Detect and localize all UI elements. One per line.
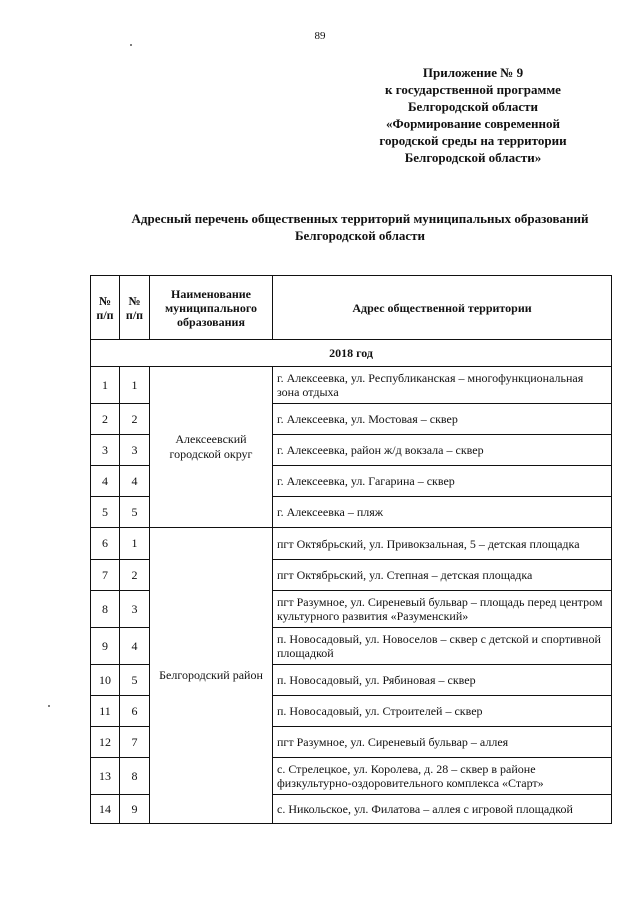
address-cell: пгт Разумное, ул. Сиреневый бульвар – аллея — [273, 727, 612, 758]
row-number: 11 — [91, 696, 120, 727]
row-local-number: 6 — [120, 696, 150, 727]
appendix-block — [358, 64, 588, 166]
address-cell: п. Новосадовый, ул. Рябиновая – сквер — [273, 665, 612, 696]
address-cell: пгт Октябрьский, ул. Степная – детская площадка — [273, 560, 612, 591]
title-line: Адресный перечень общественных территорий муниципальных образований — [131, 211, 589, 226]
municipality-cell: Белгородский район — [150, 528, 273, 824]
address-cell: г. Алексеевка, район ж/д вокзала – сквер — [273, 435, 612, 466]
row-local-number: 4 — [120, 466, 150, 497]
row-local-number: 8 — [120, 758, 150, 795]
row-number: 10 — [91, 665, 120, 696]
row-number: 1 — [91, 367, 120, 404]
year-label: 2018 год — [91, 340, 612, 367]
header-num-local: № п/п — [120, 276, 150, 340]
address-cell: с. Никольское, ул. Филатова – аллея с игровой площадкой — [273, 795, 612, 824]
appendix-line: Белгородской области — [407, 99, 539, 114]
address-cell: п. Новосадовый, ул. Новоселов – сквер с детской и спортивной площадкой — [273, 628, 612, 665]
row-number: 9 — [91, 628, 120, 665]
row-number: 3 — [91, 435, 120, 466]
row-number: 7 — [91, 560, 120, 591]
row-number: 12 — [91, 727, 120, 758]
appendix-line: «Формирование современной — [385, 116, 561, 131]
header-municipality: Наименование муниципального образования — [150, 276, 273, 340]
row-local-number: 2 — [120, 404, 150, 435]
title-line: Белгородской области — [294, 228, 426, 243]
row-number: 2 — [91, 404, 120, 435]
row-local-number: 3 — [120, 435, 150, 466]
document-title — [60, 210, 640, 244]
row-local-number: 5 — [120, 665, 150, 696]
address-cell: пгт Разумное, ул. Сиреневый бульвар – площадь перед центром культурного развития «Разуменский» — [273, 591, 612, 628]
address-cell: г. Алексеевка – пляж — [273, 497, 612, 528]
year-row — [91, 340, 612, 367]
row-number: 5 — [91, 497, 120, 528]
row-number: 4 — [91, 466, 120, 497]
table-row — [91, 528, 612, 560]
appendix-line: к государственной программе — [385, 82, 561, 97]
page-number: 89 — [314, 30, 326, 42]
row-number: 8 — [91, 591, 120, 628]
row-number: 13 — [91, 758, 120, 795]
appendix-line: Приложение № 9 — [422, 65, 524, 80]
address-cell: г. Алексеевка, ул. Мостовая – сквер — [273, 404, 612, 435]
address-cell: п. Новосадовый, ул. Строителей – сквер — [273, 696, 612, 727]
address-cell: пгт Октябрьский, ул. Привокзальная, 5 – детская площадка — [273, 528, 612, 560]
row-local-number: 7 — [120, 727, 150, 758]
scan-speck — [130, 44, 132, 46]
row-number: 6 — [91, 528, 120, 560]
row-local-number: 1 — [120, 528, 150, 560]
row-local-number: 9 — [120, 795, 150, 824]
address-table — [90, 275, 612, 824]
row-number: 14 — [91, 795, 120, 824]
header-address: Адрес общественной территории — [273, 276, 612, 340]
row-local-number: 4 — [120, 628, 150, 665]
address-cell: г. Алексеевка, ул. Гагарина – сквер — [273, 466, 612, 497]
appendix-line: городской среды на территории — [379, 133, 567, 148]
address-cell: с. Стрелецкое, ул. Королева, д. 28 – сквер в районе физкультурно-оздоровительного комплекса «Старт» — [273, 758, 612, 795]
table-row — [91, 367, 612, 404]
appendix-line: Белгородской области» — [404, 150, 542, 165]
address-cell: г. Алексеевка, ул. Республиканская – многофункциональная зона отдыха — [273, 367, 612, 404]
municipality-cell: Алексеевский городской округ — [150, 367, 273, 528]
row-local-number: 2 — [120, 560, 150, 591]
row-local-number: 5 — [120, 497, 150, 528]
header-num-global: № п/п — [91, 276, 120, 340]
table-header-row — [91, 276, 612, 340]
scan-speck — [48, 705, 50, 707]
row-local-number: 1 — [120, 367, 150, 404]
row-local-number: 3 — [120, 591, 150, 628]
